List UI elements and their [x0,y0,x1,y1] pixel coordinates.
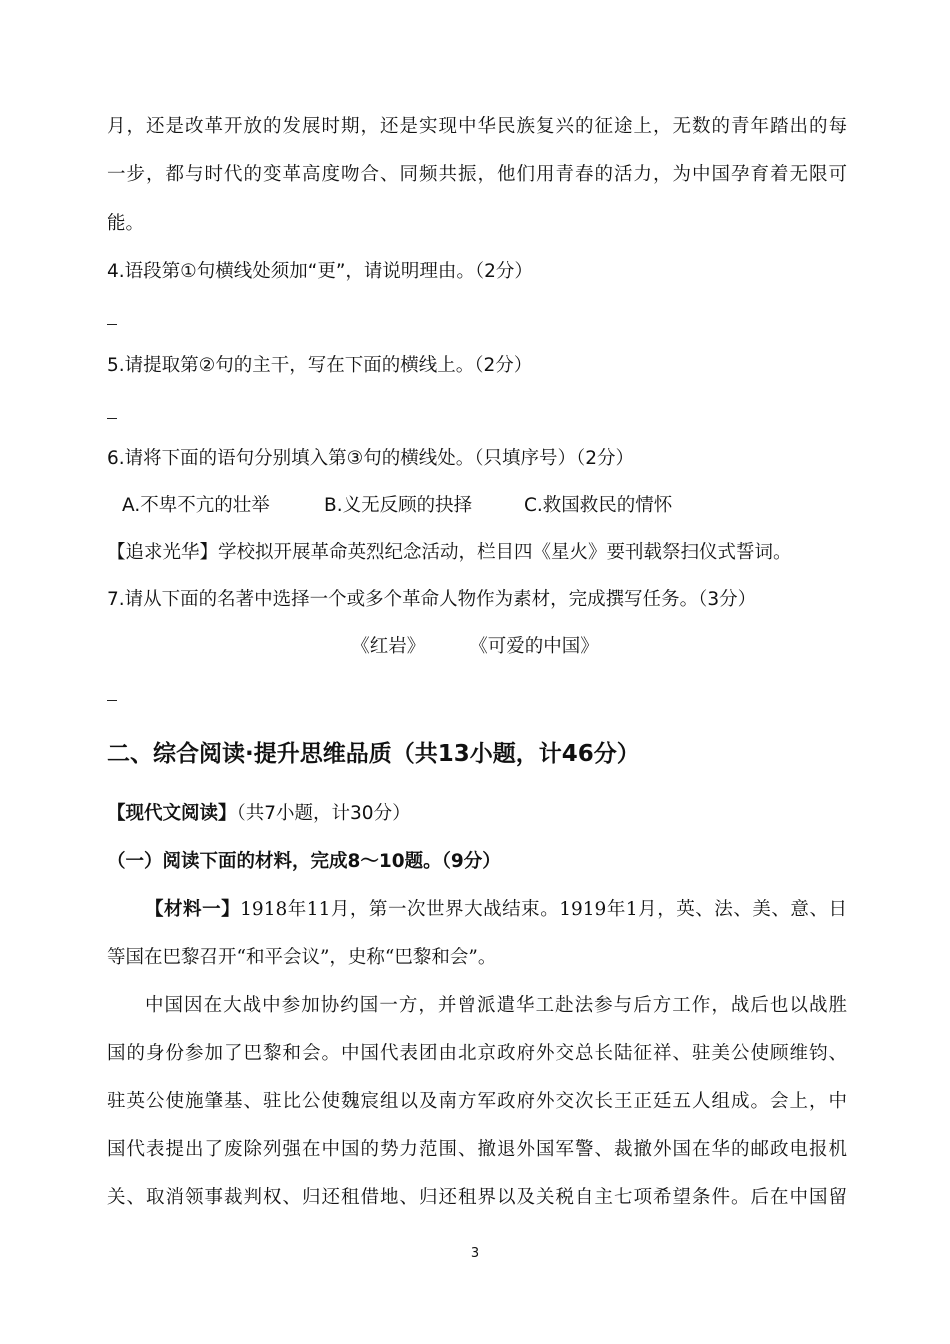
material-1-p2-line-5: 关、取消领事裁判权、归还租借地、归还租界以及关税自主七项希望条件。后在中国留 [107,1187,847,1208]
work-keai-de-zhongguo: 《可爱的中国》 [469,636,599,657]
modern-reading-header [107,802,847,826]
intro-line-2: 一步，都与时代的变革高度吻合、同频共振，他们用青春的活力，为中国孕育着无限可 [107,164,847,185]
option-b: B.义无反顾的抉择 [324,495,473,516]
material-1-p2-line-4: 国代表提出了废除列强在中国的势力范围、撤退外国军警、裁撤外国在华的邮政电报机 [107,1139,847,1160]
question-4: 4.语段第①句横线处须加“更”，请说明理由。（2分） [107,261,533,282]
material-1-text: 1918年11月，第一次世界大战结束。1919年1月，英、法、美、意、日 [240,899,847,920]
intro-line-1: 月，还是改革开放的发展时期，还是实现中华民族复兴的征途上，无数的青年踏出的每 [107,116,847,137]
material-1-p2-line-2: 国的身份参加了巴黎和会。中国代表团由北京政府外交总长陆征祥、驻美公使顾维钧、 [107,1043,847,1064]
option-c: C.救国救民的情怀 [524,495,673,516]
material-1-label: 【材料一】 [145,899,241,920]
material-1-p2-line-3: 驻英公使施肇基、驻比公使魏宸组以及南方军政府外交次长王正廷五人组成。会上，中 [107,1091,847,1112]
subsection-1-heading: （一）阅读下面的材料，完成8～10题。（9分） [107,851,501,872]
answer-line-q5[interactable] [107,418,117,419]
section-2-title: 二、综合阅读·提升思维品质（共13小题，计46分） [107,741,640,767]
material-1-line-1 [145,898,847,922]
option-a: A.不卑不亢的壮举 [122,495,270,516]
modern-reading-label: 【现代文阅读】 [107,803,237,824]
intro-line-3: 能。 [107,213,145,234]
answer-line-q4[interactable] [107,324,117,325]
question-7: 7.请从下面的名著中选择一个或多个革命人物作为素材，完成撰写任务。（3分） [107,589,757,610]
question-7-works [0,635,950,659]
material-1-line-2: 等国在巴黎召开“和平会议”，史称“巴黎和会”。 [107,947,497,968]
question-6-options [122,494,862,518]
material-1-p2-line-1: 中国因在大战中参加协约国一方，并曾派遣华工赴法参与后方工作，战后也以战胜 [145,995,847,1016]
answer-line-q7[interactable] [107,700,117,701]
question-5: 5.请提取第②句的主干，写在下面的横线上。（2分） [107,355,533,376]
question-6: 6.请将下面的语句分别填入第③句的横线处。（只填序号）（2分） [107,448,635,469]
modern-reading-note: （共7小题，计30分） [236,803,411,824]
work-hongyan: 《红岩》 [351,636,426,657]
page-number: 3 [470,1246,480,1261]
zhuiqiu-guanghua-line: 【追求光华】学校拟开展革命英烈纪念活动，栏目四《星火》要刊载祭扫仪式誓词。 [107,542,792,563]
